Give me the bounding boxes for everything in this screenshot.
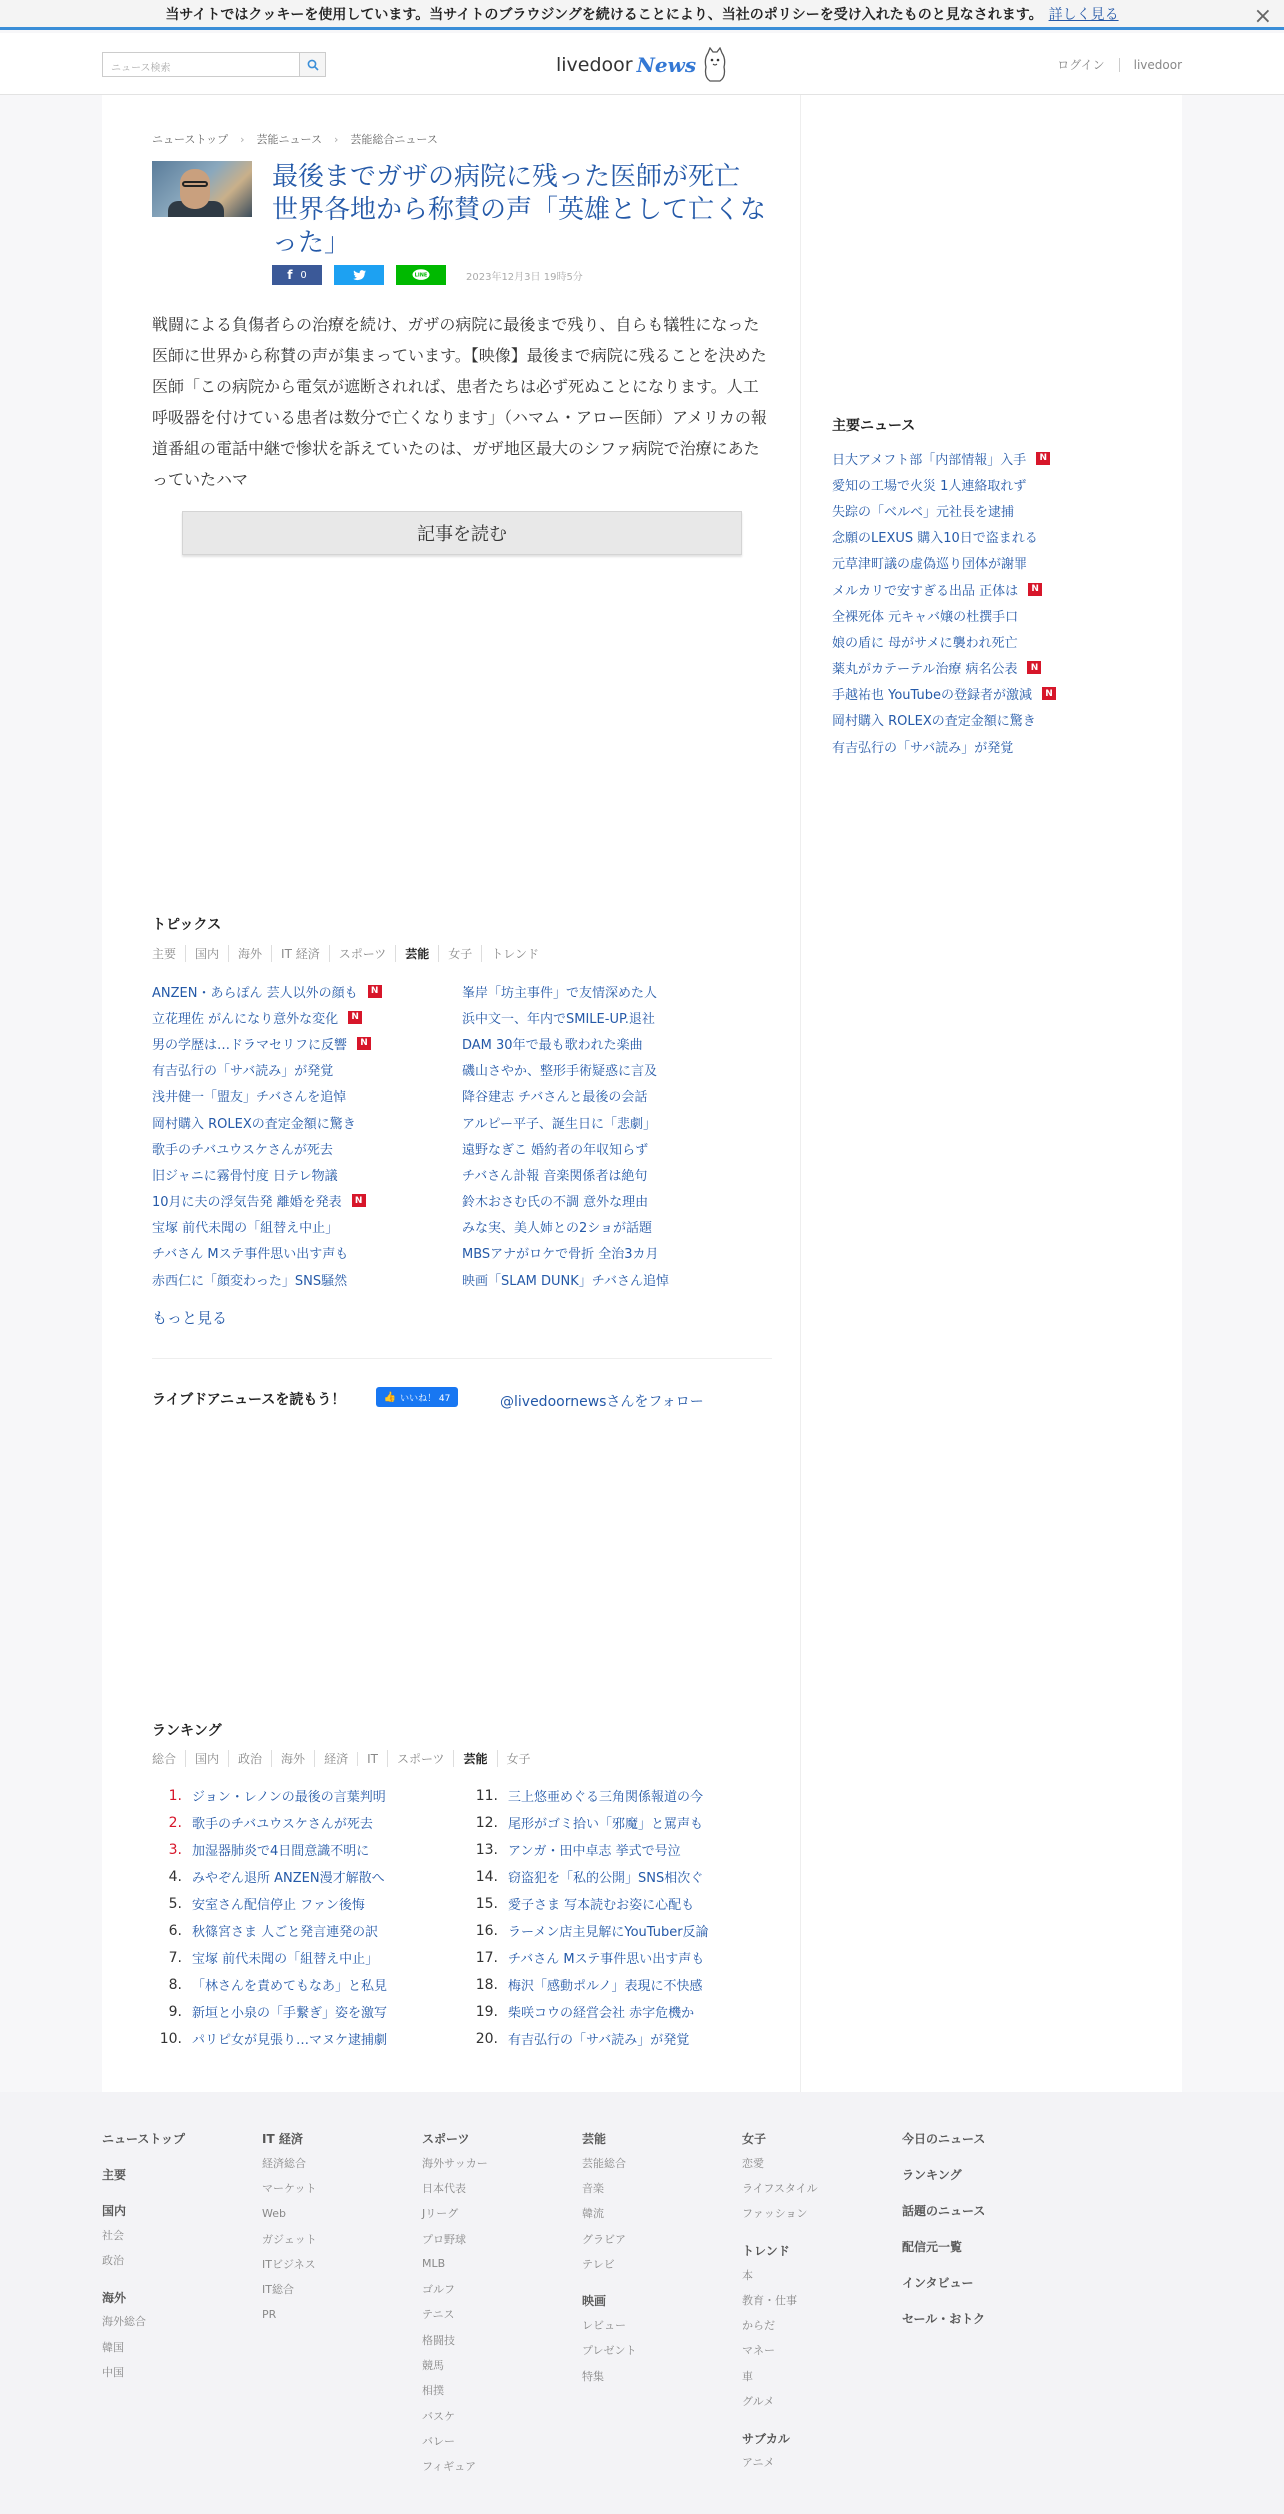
sidebar-news-text: 日大アメフト部「内部情報」入手	[832, 452, 1027, 468]
footer-link[interactable]: 海外サッカー	[422, 2156, 488, 2170]
footer-link[interactable]: プロ野球	[422, 2232, 466, 2246]
breadcrumb-item[interactable]: 芸能総合ニュース	[350, 133, 438, 146]
topic-link[interactable]	[152, 1161, 462, 1187]
spacer	[902, 2222, 1052, 2238]
article-title[interactable]: 最後までガザの病院に残った医師が死亡 世界各地から称賛の声「英雄として亡くなった」	[272, 162, 767, 258]
rank-number: 15.	[475, 1895, 498, 1912]
topic-text: 岡村購入 ROLEXの査定金額に驚き	[152, 1116, 356, 1132]
topics-heading: トピックス	[152, 917, 222, 933]
footer-col-misc	[902, 2130, 1052, 2330]
footer-link[interactable]: プレゼント	[582, 2344, 637, 2358]
footer-link[interactable]: 相撲	[422, 2384, 444, 2398]
footer-heading[interactable]: サブカル	[742, 2431, 790, 2446]
footer-link[interactable]: MLB	[422, 2257, 446, 2271]
ranking-heading: ランキング	[152, 1723, 222, 1739]
topic-link[interactable]	[462, 1188, 772, 1214]
publish-date: 2023年12月3日 19時5分	[466, 271, 583, 283]
spacer	[902, 2258, 1052, 2274]
topic-link[interactable]	[152, 1135, 462, 1161]
ranking-item[interactable]	[152, 1971, 468, 1998]
column-divider	[800, 95, 801, 2092]
cookie-bar	[0, 0, 1284, 30]
footer-link[interactable]: 特集	[582, 2369, 604, 2383]
mascot-icon	[702, 47, 728, 83]
rank-number: 20.	[475, 2030, 498, 2047]
new-badge-icon: N	[357, 1037, 371, 1050]
ranking-text: 窃盗犯を「私的公開」SNS相次ぐ	[508, 1871, 704, 1886]
spacer	[902, 2186, 1052, 2202]
site-logo[interactable]	[556, 45, 728, 85]
rank-number: 11.	[475, 1787, 498, 1804]
rank-number: 8.	[168, 1976, 182, 1993]
sidebar-news-link[interactable]	[832, 707, 1162, 733]
sidebar-news-link[interactable]	[832, 602, 1162, 628]
ranking-list	[152, 1782, 772, 2052]
rank-number: 2.	[168, 1814, 182, 1831]
ranking-text: 安室さん配信停止 ファン後悔	[192, 1898, 365, 1913]
topic-text: 映画「SLAM DUNK」チバさん追悼	[462, 1273, 670, 1289]
topic-link[interactable]	[462, 1057, 772, 1083]
footer-col-entertainment	[582, 2130, 732, 2388]
topic-link[interactable]	[462, 1004, 772, 1030]
sidebar-news-text: 愛知の工場で火災 1人連絡取れず	[832, 478, 1027, 494]
spacer	[742, 2226, 892, 2242]
sidebar-news-link[interactable]	[832, 576, 1162, 602]
footer-link[interactable]: ITビジネス	[262, 2257, 316, 2271]
sidebar-news-text: 手越祐也 YouTubeの登録者が激減	[832, 688, 1032, 704]
topics-tab[interactable]: トレンド	[481, 945, 548, 962]
topic-text: 立花理佐 がんになり意外な変化	[152, 1011, 339, 1027]
new-badge-icon: N	[1028, 583, 1042, 596]
footer-link[interactable]: 教育・仕事	[742, 2293, 797, 2307]
sidebar-news-text: 有吉弘行の「サバ読み」が発覚	[832, 740, 1014, 756]
ranking-text: チバさん Mステ事件思い出す声も	[508, 1952, 705, 1967]
ranking-text: 柴咲コウの経営会社 赤字危機か	[508, 2006, 695, 2021]
rank-number: 12.	[475, 1814, 498, 1831]
footer-link[interactable]: 海外総合	[102, 2315, 146, 2329]
ranking-item[interactable]	[152, 1917, 468, 1944]
sidebar-news-text: 薬丸がカテーテル治療 病名公表	[832, 662, 1018, 678]
ranking-text: 有吉弘行の「サバ読み」が発覚	[508, 2033, 690, 2048]
sidebar-news-text: 娘の盾に 母がサメに襲われ死亡	[832, 635, 1018, 651]
social-heading: ライブドアニュースを読もう！	[152, 1392, 346, 1408]
topics-tab-active[interactable]: 芸能	[395, 945, 438, 962]
main-content	[102, 95, 1182, 2092]
footer-link[interactable]: アニメ	[742, 2456, 775, 2470]
ranking-text: 梅沢「感動ポルノ」表現に不快感	[508, 1979, 703, 1994]
topic-text: 峯岸「坊主事件」で友情深めた人	[462, 985, 658, 1001]
ranking-item[interactable]	[468, 1863, 772, 1890]
footer-heading[interactable]: 今日のニュース	[902, 2132, 986, 2146]
spacer	[902, 2294, 1052, 2310]
footer-heading[interactable]: 海外	[102, 2290, 127, 2305]
facebook-share-count: 0	[300, 269, 307, 281]
ranking-item[interactable]	[152, 2025, 468, 2052]
topic-text: ANZEN・あらぽん 芸人以外の顔も	[152, 985, 358, 1001]
topic-text: 赤西仁に「顔変わった」SNS騒然	[152, 1273, 348, 1289]
search-icon	[307, 59, 319, 71]
more-topics-link[interactable]: もっと見る	[152, 1309, 228, 1327]
ranking-text: 愛子さま 写本読むお姿に心配も	[508, 1898, 695, 1913]
topic-link[interactable]	[152, 1083, 462, 1109]
topic-text: 浅井健一「盟友」チバさんを追悼	[152, 1090, 347, 1106]
rank-number: 7.	[168, 1949, 182, 1966]
topic-text: 鈴木おさむ氏の不調 意外な理由	[462, 1195, 649, 1211]
spacer	[102, 2150, 252, 2166]
ranking-item[interactable]	[468, 1809, 772, 1836]
ranking-text: 加湿器肺炎で4日間意識不明に	[192, 1844, 370, 1859]
sidebar-news-link[interactable]	[832, 655, 1162, 681]
footer-link[interactable]: マネー	[742, 2344, 775, 2358]
sidebar-news-link[interactable]	[832, 550, 1162, 576]
topic-text: チバさん Mステ事件思い出す声も	[152, 1247, 349, 1263]
footer-link[interactable]: 韓国	[102, 2340, 124, 2354]
footer-link[interactable]: フィギュア	[422, 2460, 477, 2474]
site-header	[0, 33, 1284, 95]
ranking-text: ラーメン店主見解にYouTuber反論	[508, 1925, 709, 1940]
cookie-more-link[interactable]: 詳しく見る	[1048, 6, 1119, 23]
footer-heading[interactable]: インタビュー	[902, 2276, 974, 2290]
ranking-tabs	[152, 1750, 540, 1767]
ranking-item[interactable]	[152, 1836, 468, 1863]
sidebar-heading: 主要ニュース	[832, 418, 916, 434]
sidebar-news-link[interactable]	[832, 524, 1162, 550]
rank-number: 4.	[168, 1868, 182, 1885]
rank-number: 18.	[475, 1976, 498, 1993]
topic-text: 有吉弘行の「サバ読み」が発覚	[152, 1064, 334, 1080]
footer-link[interactable]: 日本代表	[422, 2181, 466, 2195]
footer-heading[interactable]: 芸能	[582, 2132, 607, 2146]
footer-link[interactable]: 恋愛	[742, 2156, 764, 2170]
facebook-icon: f	[287, 268, 293, 282]
twitter-share-button[interactable]	[334, 265, 384, 285]
footer-heading[interactable]: セール・おトク	[902, 2312, 986, 2326]
footer-link[interactable]: ガジェット	[262, 2232, 317, 2246]
ranking-item[interactable]	[152, 1944, 468, 1971]
topic-text: チバさん訃報 音楽関係者は絶句	[462, 1168, 648, 1184]
topic-text: 磯山さやか、整形手術疑惑に言及	[462, 1064, 658, 1080]
ranking-tab[interactable]: 海外	[271, 1750, 314, 1767]
topics-tab[interactable]: 主要	[152, 947, 177, 961]
footer-link[interactable]: PR	[262, 2307, 277, 2321]
ranking-item[interactable]	[152, 1998, 468, 2025]
ranking-text: 新垣と小泉の「手繋ぎ」姿を激写	[192, 2006, 388, 2021]
topic-link[interactable]	[152, 978, 462, 1004]
spacer	[582, 2276, 732, 2292]
line-share-button[interactable]	[396, 265, 446, 285]
footer-link[interactable]: 本	[742, 2268, 753, 2282]
footer-link[interactable]: レビュー	[582, 2319, 626, 2333]
footer-heading[interactable]: IT 経済	[262, 2132, 303, 2146]
share-row	[272, 265, 583, 285]
new-badge-icon: N	[1027, 661, 1041, 674]
ranking-item[interactable]	[468, 1782, 772, 1809]
topic-link[interactable]	[462, 1240, 772, 1266]
rank-number: 14.	[475, 1868, 498, 1885]
ranking-text: パリピ女が見張り…マヌケ逮捕劇	[192, 2033, 388, 2048]
topic-text: 歌手のチバユウスケさんが死去	[152, 1142, 333, 1158]
article-lead: 戦闘による負傷者らの治療を続け、ガザの病院に最後まで残り、自らも犠牲になった医師に世界から称賛の声が集まっています。【映像】最後まで病院に残ることを決めた医師「この病院から電気が遮断されれば、患者たちは必ず死ぬことになります。人工呼吸器を付けている患者は数分で亡くなります」（ハマム・アロー医師）アメリカの報道番組の電話中継で惨状を訴えていたのは、ガザ地区最大のシファ病院で治療にあたっていたハマ	[152, 315, 767, 489]
topic-link[interactable]	[152, 1266, 462, 1292]
footer-link[interactable]: 格闘技	[422, 2333, 455, 2347]
ranking-item[interactable]	[468, 1917, 772, 1944]
sidebar-news-link[interactable]	[832, 497, 1162, 523]
sidebar-news-link[interactable]	[832, 681, 1162, 707]
footer-heading[interactable]: トレンド	[742, 2243, 790, 2258]
ranking-text: 三上悠亜めぐる三角関係報道の今	[508, 1790, 704, 1805]
ranking-tab-active[interactable]: 芸能	[453, 1750, 496, 1767]
footer-heading[interactable]: 主要	[102, 2168, 127, 2182]
topic-link[interactable]	[462, 978, 772, 1004]
rank-number: 9.	[168, 2003, 182, 2020]
footer-link[interactable]: グラビア	[582, 2232, 626, 2246]
topic-link[interactable]	[152, 1240, 462, 1266]
footer-link[interactable]: 芸能総合	[582, 2156, 626, 2170]
twitter-icon	[353, 270, 366, 281]
ranking-item[interactable]	[468, 1971, 772, 1998]
topic-link[interactable]	[152, 1004, 462, 1030]
ranking-tab[interactable]: 女子	[497, 1750, 540, 1767]
footer-link[interactable]: からだ	[742, 2319, 775, 2333]
rank-number: 16.	[475, 1922, 498, 1939]
spacer	[902, 2150, 1052, 2166]
ranking-tab[interactable]: スポーツ	[387, 1750, 454, 1767]
ranking-text: 尾形がゴミ拾い「邪魔」と罵声も	[508, 1817, 704, 1832]
livedoor-link[interactable]: livedoor	[1133, 57, 1182, 72]
footer-link[interactable]: Jリーグ	[422, 2207, 459, 2221]
ranking-tab[interactable]: IT	[357, 1752, 387, 1766]
topic-text: 浜中文一、年内でSMILE‐UP.退社	[462, 1011, 655, 1027]
divider	[1119, 58, 1120, 72]
ranking-text: 宝塚 前代未聞の「組替え中止」	[192, 1952, 379, 1967]
topic-text: MBSアナがロケで骨折 全治3カ月	[462, 1247, 659, 1263]
footer-heading[interactable]: 配信元一覧	[902, 2240, 963, 2254]
footer-link[interactable]: 競馬	[422, 2359, 444, 2373]
ranking-item[interactable]	[468, 1890, 772, 1917]
rank-number: 6.	[168, 1922, 182, 1939]
facebook-share-button[interactable]	[272, 265, 322, 285]
sidebar-news-text: メルカリで安すぎる出品 正体は	[832, 583, 1019, 599]
article-thumbnail[interactable]	[152, 161, 252, 217]
ranking-item[interactable]	[468, 1998, 772, 2025]
topic-link[interactable]	[152, 1214, 462, 1240]
footer-link[interactable]: 中国	[102, 2365, 124, 2379]
new-badge-icon: N	[368, 985, 382, 998]
topic-link[interactable]	[462, 1161, 772, 1187]
footer-link[interactable]: バスケ	[422, 2409, 455, 2423]
new-badge-icon: N	[348, 1011, 362, 1024]
footer-link[interactable]: ファッション	[742, 2207, 808, 2221]
logo-news: News	[636, 53, 697, 77]
new-badge-icon: N	[352, 1194, 366, 1207]
topic-text: 旧ジャニに霧骨忖度 日テレ物議	[152, 1168, 338, 1184]
footer-link[interactable]: Web	[262, 2206, 286, 2220]
cookie-text: 当サイトではクッキーを使用しています。当サイトのブラウジングを続けることにより、当社のポリシーを受け入れたものと見なされます。	[165, 6, 1043, 23]
footer-link[interactable]: IT総合	[262, 2283, 294, 2297]
line-icon	[412, 269, 430, 281]
topics-tab[interactable]: IT 経済	[271, 945, 329, 962]
topic-link[interactable]	[462, 1214, 772, 1240]
sidebar-news-list	[832, 445, 1162, 759]
footer-link[interactable]: 音楽	[582, 2181, 604, 2195]
ranking-item[interactable]	[468, 2025, 772, 2052]
topics-tab[interactable]: スポーツ	[329, 945, 396, 962]
site-footer	[0, 2092, 1284, 2514]
footer-link[interactable]: 韓流	[582, 2207, 604, 2221]
ranking-tab[interactable]: 総合	[152, 1752, 177, 1766]
footer-col-it	[262, 2130, 412, 2327]
footer-heading[interactable]: スポーツ	[422, 2132, 470, 2146]
footer-link[interactable]: マーケット	[262, 2181, 317, 2195]
footer-col-women	[742, 2130, 892, 2475]
footer-col-news	[102, 2130, 252, 2384]
sidebar-news-text: 岡村購入 ROLEXの査定金額に驚き	[832, 714, 1036, 730]
thumbs-up-icon: 👍	[383, 1391, 397, 1403]
topic-text: 男の学歴は…ドラマセリフに反響	[152, 1037, 348, 1053]
topic-link[interactable]	[462, 1109, 772, 1135]
sidebar-news-link[interactable]	[832, 471, 1162, 497]
rank-number: 19.	[475, 2003, 498, 2020]
topic-link[interactable]	[152, 1109, 462, 1135]
ranking-item[interactable]	[152, 1890, 468, 1917]
close-icon[interactable]: ×	[1253, 4, 1272, 29]
ranking-item[interactable]	[468, 1836, 772, 1863]
svg-text:LINE: LINE	[414, 272, 428, 279]
topic-link[interactable]	[462, 1135, 772, 1161]
spacer	[102, 2273, 252, 2289]
facebook-like-button[interactable]	[376, 1387, 458, 1407]
topic-link[interactable]	[462, 1030, 772, 1056]
chevron-right-icon: ›	[333, 132, 339, 146]
spacer	[102, 2186, 252, 2202]
sidebar-news-text: 元草津町議の虚偽巡り団体が謝罪	[832, 557, 1028, 573]
breadcrumb-item[interactable]: 芸能ニュース	[256, 133, 322, 146]
footer-heading[interactable]: ランキング	[902, 2168, 962, 2182]
logo-livedoor: livedoor	[556, 54, 633, 76]
search-input[interactable]: ニュース検索	[102, 52, 300, 77]
footer-link[interactable]: ライフスタイル	[742, 2181, 818, 2195]
ranking-tab[interactable]: 政治	[228, 1750, 271, 1767]
spacer	[742, 2414, 892, 2430]
topics-tabs	[152, 945, 548, 962]
sidebar-news-text: 失踪の「ベルベ」元社長を逮捕	[832, 504, 1015, 520]
search-button[interactable]	[300, 52, 326, 77]
footer-col-sports	[422, 2130, 572, 2479]
login-link[interactable]: ログイン	[1057, 58, 1105, 72]
ranking-item[interactable]	[152, 1782, 468, 1809]
footer-link[interactable]: ゴルフ	[422, 2283, 455, 2297]
topic-text: 宝塚 前代未聞の「組替え中止」	[152, 1221, 339, 1237]
divider	[152, 1358, 772, 1359]
footer-heading[interactable]: 話題のニュース	[902, 2204, 986, 2218]
twitter-follow-link[interactable]: @livedoornewsさんをフォロー	[500, 1394, 704, 1410]
footer-link[interactable]: グルメ	[742, 2395, 775, 2409]
sidebar-news-link[interactable]	[832, 445, 1162, 471]
breadcrumb-item[interactable]: ニューストップ	[152, 133, 229, 146]
topic-link[interactable]	[462, 1266, 772, 1292]
breadcrumb	[152, 131, 438, 147]
topic-text: 降谷建志 チバさんと最後の会話	[462, 1090, 648, 1106]
ranking-text: ジョン・レノンの最後の言葉判明	[192, 1790, 386, 1805]
topics-tab[interactable]: 海外	[228, 945, 271, 962]
topics-tab[interactable]: 女子	[438, 945, 481, 962]
rank-number: 5.	[168, 1895, 182, 1912]
chevron-right-icon: ›	[240, 132, 245, 146]
rank-number: 13.	[475, 1841, 498, 1858]
new-badge-icon: N	[1042, 687, 1056, 700]
ranking-text: 歌手のチバユウスケさんが死去	[192, 1817, 373, 1832]
topic-text: アルピー平子、誕生日に「悲劇」	[462, 1116, 656, 1132]
footer-link[interactable]: テニス	[422, 2308, 455, 2322]
footer-link[interactable]: 車	[742, 2369, 753, 2383]
ranking-item[interactable]	[468, 1944, 772, 1971]
ranking-tab[interactable]: 経済	[314, 1750, 357, 1767]
topic-text: DAM 30年で最も歌われた楽曲	[462, 1037, 643, 1053]
footer-heading[interactable]: ニューストップ	[102, 2132, 186, 2146]
footer-link[interactable]: 政治	[102, 2253, 124, 2267]
topic-text: 遠野なぎこ 婚約者の年収知らず	[462, 1142, 649, 1158]
ranking-tab[interactable]: 国内	[185, 1750, 228, 1767]
topics-tab[interactable]: 国内	[185, 945, 228, 962]
topics-list	[152, 978, 772, 1292]
rank-number: 1.	[168, 1787, 182, 1804]
header-links	[1057, 56, 1182, 73]
topic-link[interactable]	[152, 1057, 462, 1083]
read-article-button[interactable]: 記事を読む	[182, 511, 742, 555]
footer-heading[interactable]: 国内	[102, 2204, 127, 2218]
new-badge-icon: N	[1036, 452, 1050, 465]
ranking-item[interactable]	[152, 1863, 468, 1890]
ranking-text: みやぞん退所 ANZEN漫才解散へ	[192, 1871, 385, 1886]
topic-link[interactable]	[462, 1083, 772, 1109]
sidebar-news-link[interactable]	[832, 733, 1162, 759]
footer-heading[interactable]: 映画	[582, 2294, 607, 2309]
rank-number: 3.	[168, 1841, 182, 1858]
footer-link[interactable]: 社会	[102, 2228, 124, 2242]
like-count: いいね！ 47	[400, 1393, 451, 1404]
rank-number: 10.	[159, 2030, 182, 2047]
rank-number: 17.	[475, 1949, 498, 1966]
topic-text: 10月に夫の浮気告発 離婚を発表	[152, 1195, 342, 1211]
footer-link[interactable]: 経済総合	[262, 2156, 306, 2170]
topic-text: みな実、美人姉との2ショが話題	[462, 1221, 653, 1237]
footer-link[interactable]: テレビ	[582, 2257, 615, 2271]
topic-link[interactable]	[152, 1030, 462, 1056]
topic-link[interactable]	[152, 1188, 462, 1214]
footer-link[interactable]: バレー	[422, 2434, 455, 2448]
ranking-text: 「林さんを責めてもなあ」と私見	[192, 1979, 388, 1994]
ranking-text: 秋篠宮さま 人ごと発言連発の訳	[192, 1925, 379, 1940]
ranking-item[interactable]	[152, 1809, 468, 1836]
footer-heading[interactable]: 女子	[742, 2132, 767, 2146]
sidebar-news-text: 全裸死体 元キャバ嬢の杜撰手口	[832, 609, 1019, 625]
sidebar-news-text: 念願のLEXUS 購入10日で盗まれる	[832, 531, 1038, 547]
ranking-text: アンガ・田中卓志 挙式で号泣	[508, 1844, 681, 1859]
sidebar-news-link[interactable]	[832, 628, 1162, 654]
